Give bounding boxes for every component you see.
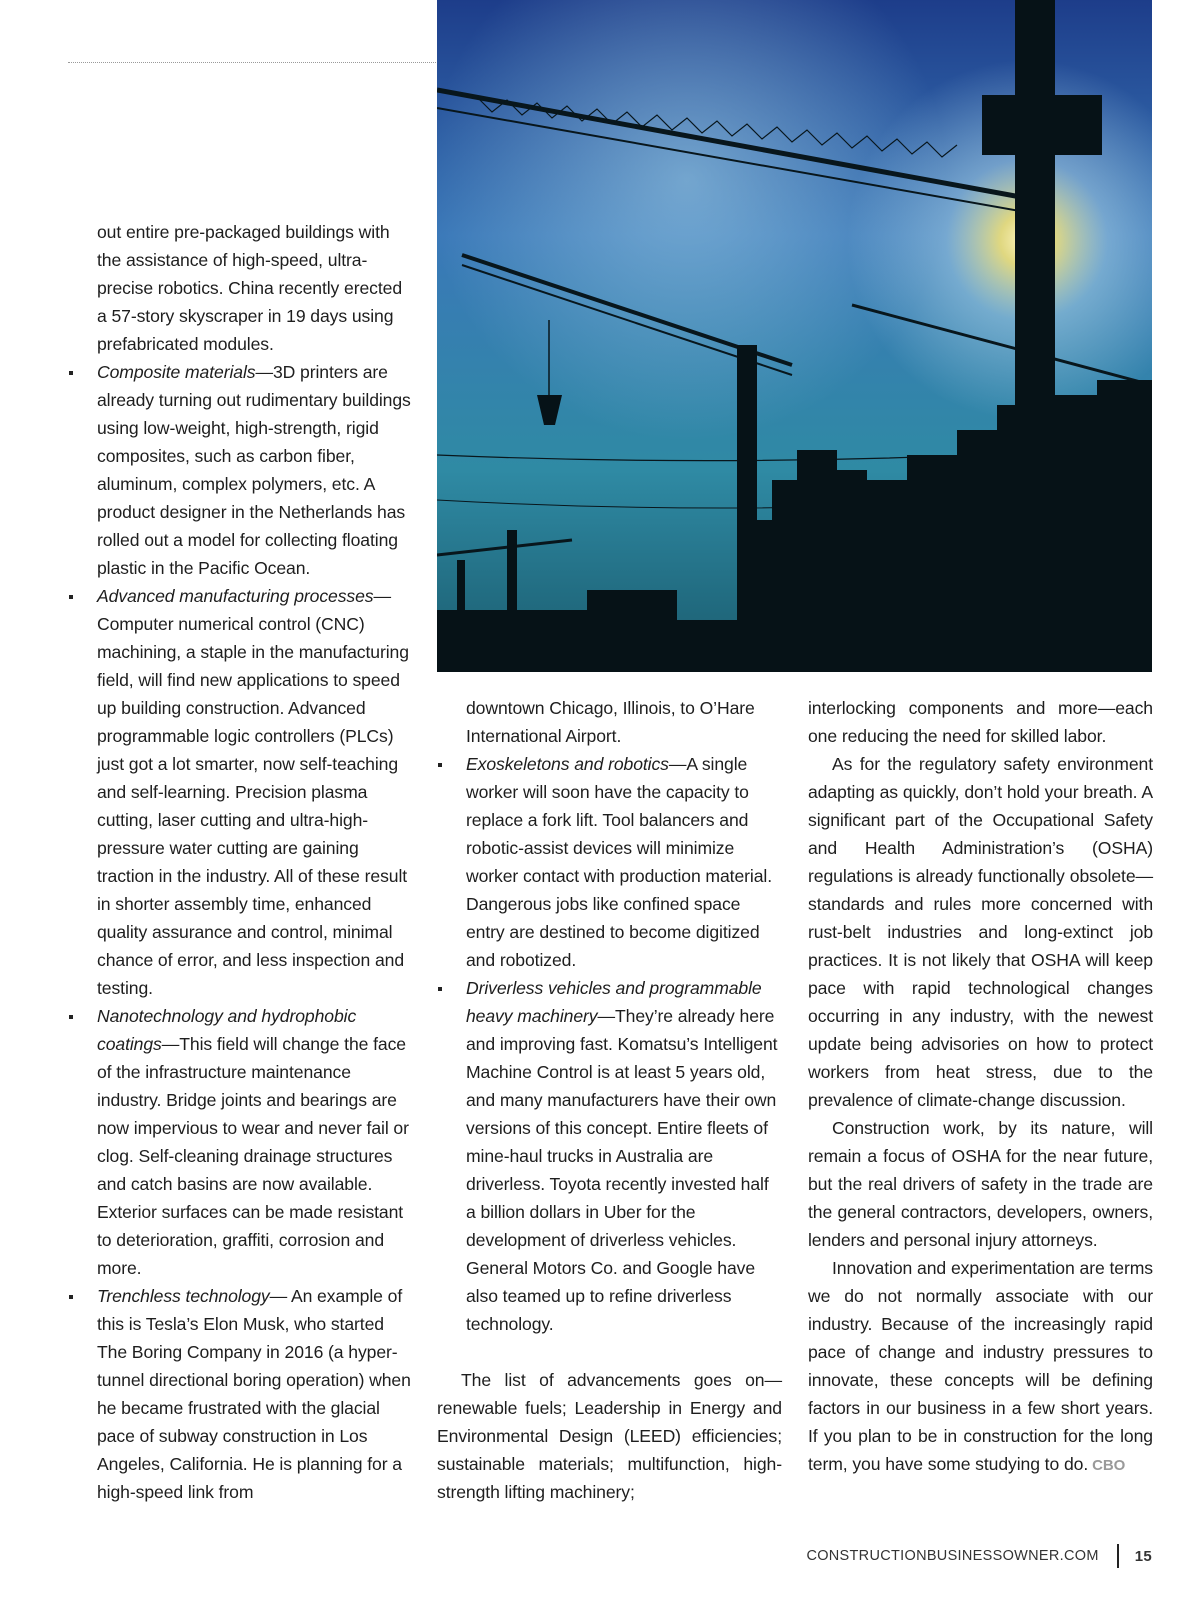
paragraph: Construction work, by its nature, will remain a focus of OSHA for the near future, but the real drivers of safety in the trade are the general contractors, developers, owners, lenders and personal injury attorneys. (808, 1118, 1153, 1250)
column-2 (437, 694, 782, 1506)
paragraph-final (808, 1254, 1153, 1480)
list-item-title: Nanotechnology and hydrophobic coatings (97, 1006, 357, 1054)
list-item-dash: — (373, 586, 392, 606)
list-item-title: Exoskeletons and robotics (466, 754, 669, 774)
column-3 (808, 694, 1153, 1480)
footer-site: CONSTRUCTIONBUSINESSOWNER.COM (806, 1548, 1099, 1564)
list-item-title: Composite materials (97, 362, 256, 382)
list-item-dash: — (668, 754, 687, 774)
list-item (68, 358, 416, 582)
list-item (437, 750, 782, 974)
list-item-body: 3D printers are already turning out rudimentary buildings using low-weight, high-strength, rigid composites, such as carbon fiber, aluminum, complex polymers, etc. A product designer in the Netherlands has rolled out a model for collecting floating plastic in the Pacific Ocean. (97, 362, 411, 578)
list-item-dash: — (269, 1286, 291, 1306)
end-mark: CBO (1092, 1457, 1126, 1474)
column-1 (68, 218, 416, 1506)
paragraph-gap (437, 1338, 782, 1366)
footer-divider (1117, 1544, 1119, 1568)
list-item (68, 1002, 416, 1282)
list-item-title: Advanced manufacturing processes (97, 586, 374, 606)
list-item (68, 1282, 416, 1506)
list-item (437, 974, 782, 1338)
list-item-dash: — (255, 362, 273, 382)
page-footer (806, 1544, 1152, 1568)
column-1-intro: out entire pre-packaged buildings with the assistance of high-speed, ultra-precise robotics. China recently erected a 57-story skyscraper in 19 days using prefabricated modules. (97, 222, 403, 354)
list-item-body: An example of this is Tesla’s Elon Musk, who started The Boring Company in 2016 (a hyper-tunnel directional boring operation) when he became frustrated with the glacial pace of subway construction in Los Angeles, California. He is planning for a high-speed link from (97, 1286, 411, 1502)
page-number: 15 (1134, 1547, 1152, 1565)
list-item-dash: — (597, 1006, 615, 1026)
paragraph-text: Innovation and experimentation are terms we do not normally associate with our industry. Because of the increasingly rapid pace of change and industry pressures to innovate, these concepts will be defining factors in our business in a few short years. If you plan to be in construction for the long term, you have some studying to do. (808, 1258, 1153, 1474)
column-2-continuation: downtown Chicago, Illinois, to O’Hare International Airport. (466, 698, 755, 746)
paragraph: As for the regulatory safety environment adapting as quickly, don’t hold your breath. A significant part of the Occupational Safety and Health Administration’s (OSHA) regulations is already functionally obsolete—standards and rules more concerned with rust-belt industries and long-extinct job practices. It is not likely that OSHA will keep pace with rapid technological changes occurring in any industry, with the newest update being advisories on how to protect workers from heat stress, due to the prevalence of climate-change discussion. (808, 754, 1153, 1110)
list-item-title: Driverless vehicles and programmable heavy machinery (466, 978, 762, 1026)
paragraph: interlocking components and more—each one reducing the need for skilled labor. (808, 698, 1153, 746)
paragraph: The list of advancements goes on—renewable fuels; Leadership in Energy and Environmental Design (LEED) efficiencies; sustainable materials; multifunction, high-strength lifting machinery; (437, 1370, 782, 1502)
list-item-dash: — (161, 1034, 180, 1054)
list-item-body: They’re already here and improving fast. Komatsu’s Intelligent Machine Control is at least 5 years old, and many manufacturers have their own versions of this concept. Entire fleets of mine-haul trucks in Australia are driverless. Toyota recently invested half a billion dollars in Uber for the development of driverless vehicles. General Motors Co. and Google have also teamed up to refine driverless technology. (466, 1006, 778, 1334)
list-item-body: Computer numerical control (CNC) machining, a staple in the manufacturing field, will find new applications to speed up building construction. Advanced programmable logic controllers (PLCs) just got a lot smarter, now self-teaching and self-learning. Precision plasma cutting, laser cutting and ultra-high-pressure water cutting are gaining traction in the industry. All of these result in shorter assembly time, enhanced quality assurance and control, minimal chance of error, and less inspection and testing. (97, 614, 409, 998)
list-item (68, 582, 416, 1002)
list-item-title: Trenchless technology (97, 1286, 270, 1306)
header-dotted-rule (68, 62, 440, 63)
construction-cranes-photo (437, 0, 1152, 672)
list-item-body: This field will change the face of the infrastructure maintenance industry. Bridge joints and bearings are now impervious to wear and never fail or clog. Self-cleaning drainage structures and catch basins are now available. Exterior surfaces can be made resistant to deterioration, graffiti, corrosion and more. (97, 1034, 409, 1278)
list-item-body: A single worker will soon have the capacity to replace a fork lift. Tool balancers and robotic-assist devices will minimize worker contact with production material. Dangerous jobs like confined space entry are destined to become digitized and robotized. (466, 754, 772, 970)
